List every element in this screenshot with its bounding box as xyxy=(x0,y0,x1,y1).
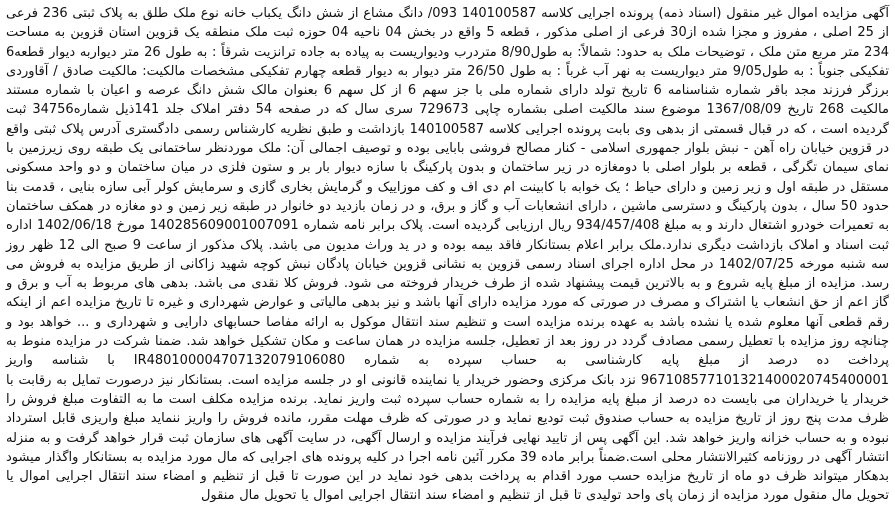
auction-notice-text: آگهی مزایده اموال غیر منقول (اسناد ذمه) پرونده اجرایی کلاسه 140100587 093/ دانگ مشاع از شش دانگ یکباب خانه نوع ملک طلق به پلاک ثبتی 236 فرعی از 25 اصلی ، مفروز و مجزا شده از30 فرعی از اصلی مذکور ، قطعه 5 واقع در بخش 04 ناحیه 04 حوزه ثبت ملک منطقه یک قزوین استان قزوین به مساحت 234 متر مربع متن ملک ، توضیحات ملک به حدود: شمالاً: به طول8/90 متردرب ودیواریست به پیاده به جاده ترانزیت شرقاً : به طول 26 متر دیواربه دیوار قطعه6 تفکیکی جنوباً : به طول9/05 متر دیواریست به نهر آب غرباً : به طول 26/50 متر دیوار به دیوار قطعه چهارم تفکیکی مشخصات مالکیت: مالکیت صادق / آقاوردی برزگر فرزند مجد باقر شماره شناسنامه 6 تاریخ تولد دارای شماره ملی با جز سهم 6 از کل سهم 6 بعنوان مالک شش دانگ عرصه و اعیان با شماره مستند مالکیت 268 تاریخ 1367/08/09 موضوع سند مالکیت اصلی بشماره چاپی 729673 سری سال که در صفحه 54 دفتر املاک جلد 141ذیل شماره34756 ثبت گردیده است ، که در قبال قسمتی از بدهی وی بابت پرونده اجرایی کلاسه 140100587 بازداشت و طبق نظریه کارشناس رسمی دادگستری آدرس پلاک ثبتی واقع در قزوین خیابان راه آهن - نبش بلوار جمهوری اسلامی - کنار مصالح فروشی بابایی بوده و توصیف اجمالی آن: ملک موردنظر ساختمانی یک طبقه روی زیرزمین با نمای سیمان تگرگی ، قطعه بر بلوار اصلی با دومغازه در زیر ساختمان و بدون پارکینگ با سازه دیوار بار بر و ستون فلزی در میان ساختمان و دو واحد مسکونی مستقل در طبقه اول و زیر زمین و دارای حیاط ؛ یک خوابه با کابینت ام دی اف و کف موزاییک و گرمایش بخاری گازی و سرمایش کولر آبی سازه بنایی ، قدمت بنا حدود 50 سال ، بدون پارکینگ و دسترسی ماشین ، دارای انشعابات آب و گاز و برق، و در زمان بازدید دو خانوار در طبقه زیر زمین و دو مغازه در همکف ساختمان به تعمیرات خودرو اشتغال دارند و به مبلغ 934/457/408 ریال ارزیابی گردیده است. پلاک برابر نامه شماره 140285609001007091 مورخ 1402/06/18 اداره ثبت اسناد و املاک بازداشت دیگری ندارد.ملک برابر اعلام بستانکار فاقد بیمه بوده و در ید وراث مدیون می باشد. پلاک مذکور از ساعت 9 صبح الی 12 ظهر روز سه شنبه مورخه 1402/07/25 در محل اداره اجرای اسناد رسمی قزوین به نشانی قزوین خیابان پادگان نبش کوچه شهید زاکانی از طریق مزایده به فروش می رسد. مزایده از مبلغ پایه شروع و به بالاترین قیمت پیشنهاد شده از طرف خریدار فروخته می شود. فروش کلا نقدی می باشد. بدهی های مربوط به آب و برق و گاز اعم از حق انشعاب یا اشتراک و مصرف در صورتی که مورد مزایده دارای آنها باشد و نیز بدهی مالیاتی و عوارض شهرداری و غیره تا تاریخ مزایده اعم از اینکه رقم قطعی آنها معلوم شده یا نشده باشد به عهده برنده مزایده است و تنظیم سند انتقال موکول به ارائه مفاصا حسابهای دارایی و شهرداری و ... خواهد بود و چنانچه روز مزایده با تعطیل رسمی مصادف گردد در روز بعد از تعطیل، جلسه مزایده در همان ساعت و مکان تشکیل خواهد شد. ضمنا شرکت در مزایده منوط به پرداخت ده درصد از مبلغ پایه کارشناسی به حساب سپرده به شماره IR480100004707132079106080 با شناسه واریز 967108577101321400020745400001 نزد بانک مرکزی وحضور خریدار یا نماینده قانونی او در جلسه مزایده است. بستانکار نیز درصورت تمایل به رقابت با خریدار یا خریداران می بایست ده درصد از مبلغ پایه مزایده را به شماره حساب سپرده ثبت واریز نماید. برنده مزایده مکلف است ما به التفاوت مبلغ فروش را ظرف مدت پنج روز از تاریخ مزایده به حساب صندوق ثبت تودیع نماید و در صورتی که ظرف مهلت مقرر، مانده فروش را واریز ننماید مبلغ واریزی قابل استرداد نبوده و به حساب خزانه واریز خواهد شد. این آگهی پس از تایید نهایی فرآیند مزایده و ارسال آگهی، در سایت آگهی های سازمان ثبت قرار خواهد گرفت و به منزله انتشار آگهی در روزنامه کثیرالانتشار محلی است.ضمناً برابر ماده 39 مکرر آئین نامه اجرا در کلیه پرونده های اجرایی که مال مورد مزایده به بستانکار واگذار میشود بدهکار میتواند ظرف دو ماه از تاریخ مزایده حسب مورد اقدام به پرداخت بدهی خود نماید در این صورت تا قبل از تنظیم و امضاء سند انتقال اجرایی اموال یا تحویل مال منقول مورد مزایده از زمان پای واحد تولیدی تا قبل از تنظیم و امضاء سند انتقال اجرایی اموال یا تحویل مال منقول xyxy=(6,6,890,504)
